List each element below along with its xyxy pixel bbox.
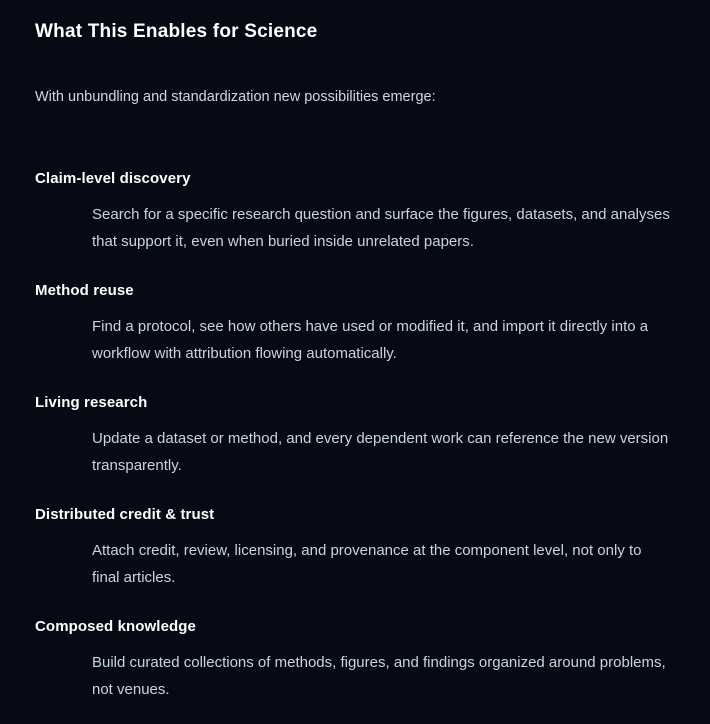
section-body: Search for a specific research question and surface the figures, datasets, and analyses that support it, even when buried inside unrelated papers. [92, 206, 670, 250]
section-heading: Claim-level discovery [35, 170, 191, 187]
section-body: Update a dataset or method, and every dependent work can reference the new version transparently. [92, 430, 669, 474]
section-body: Build curated collections of methods, figures, and findings organized around problems, not venues. [92, 654, 666, 698]
section-heading: Method reuse [35, 282, 134, 299]
section-heading: Composed knowledge [35, 618, 196, 635]
section-body: Attach credit, review, licensing, and provenance at the component level, not only to final articles. [92, 542, 642, 586]
intro-text: With unbundling and standardization new possibilities emerge: [35, 89, 436, 105]
section [35, 281, 675, 367]
section-heading: Living research [35, 394, 148, 411]
section [35, 169, 675, 255]
section [35, 617, 675, 703]
section-heading: Distributed credit & trust [35, 506, 215, 523]
section [35, 505, 675, 591]
page-title: What This Enables for Science [35, 21, 318, 42]
section-body: Find a protocol, see how others have used or modified it, and import it directly into a workflow with attribution flowing automatically. [92, 318, 649, 362]
section-list [35, 169, 675, 703]
section [35, 393, 675, 479]
